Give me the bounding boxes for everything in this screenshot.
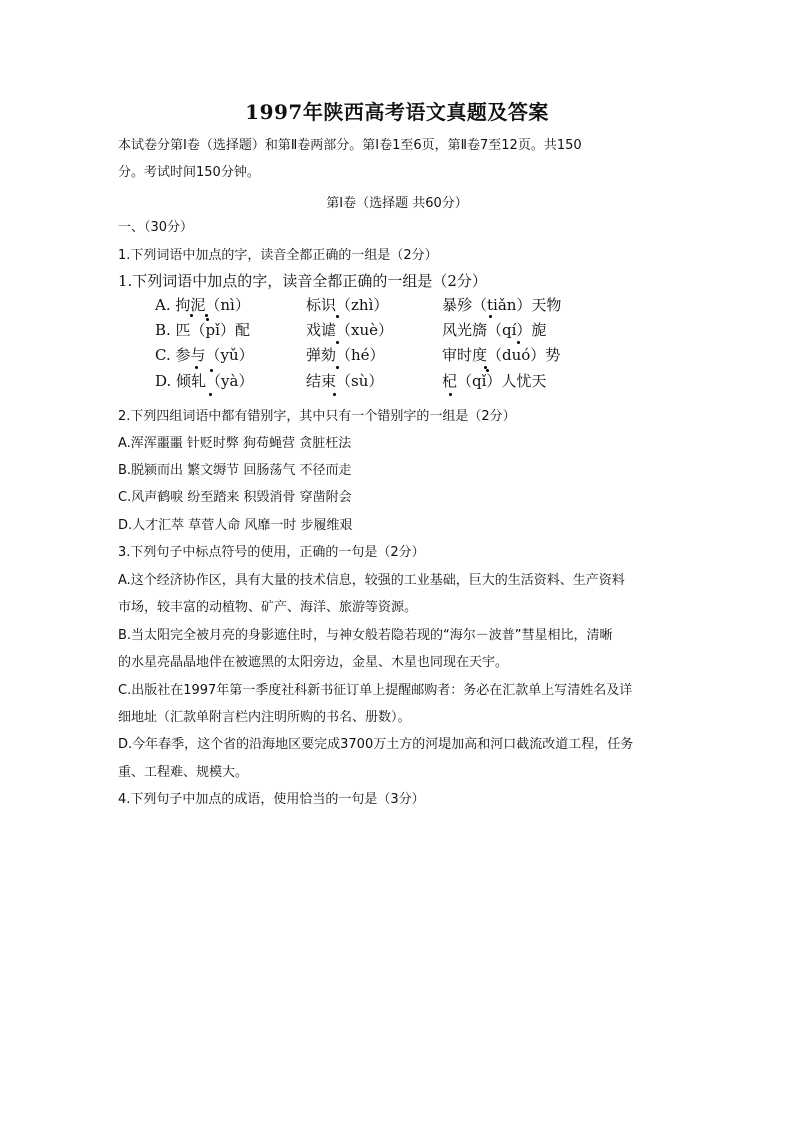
emphasis-dot xyxy=(486,369,489,372)
q1-option-c-2: 弹劾（hé） xyxy=(306,346,385,364)
intro-line-1: 本试卷分第Ⅰ卷（选择题）和第Ⅱ卷两部分。第Ⅰ卷1至6页，第Ⅱ卷7至12页。共150 xyxy=(118,138,582,153)
q2-option-a: A.浑浑噩噩 针贬时弊 狗苟蝇营 贪脏枉法 xyxy=(118,436,352,451)
q3-option-d-line-1: D.今年春季，这个省的沿海地区要完成3700万土方的河堤加高和河口截流改道工程，任务 xyxy=(118,737,634,752)
emphasis-dot xyxy=(336,341,339,344)
q2-stem: 2.下列四组词语中都有错别字，其中只有一个错别字的一组是（2分） xyxy=(118,409,516,424)
q3-option-c-line-1: C.出版社在1997年第一季度社科新书征订单上提醒邮购者：务必在汇款单上写清姓名及详 xyxy=(118,683,633,698)
q3-stem: 3.下列句子中标点符号的使用，正确的一句是（2分） xyxy=(118,545,425,560)
emphasis-dot xyxy=(489,315,492,318)
section-1-heading: 一、（30分） xyxy=(118,220,194,235)
q3-option-a-line-2: 市场，较丰富的动植物、矿产、海洋、旅游等资源。 xyxy=(118,600,418,615)
q1-option-d-3: 杞（qǐ）人忧天 xyxy=(442,372,547,390)
q3-option-a-line-1: A.这个经济协作区，具有大量的技术信息，较强的工业基础，巨大的生活资料、生产资料 xyxy=(118,573,625,588)
emphasis-dot xyxy=(206,318,209,321)
emphasis-dot xyxy=(209,393,212,396)
q3-option-b-line-1: B.当太阳完全被月亮的身影遮住时，与神女般若隐若现的“海尔－波普”彗星相比，清晰 xyxy=(118,628,613,643)
intro-line-2: 分。考试时间150分钟。 xyxy=(118,165,260,180)
q1-stem: 1.下列词语中加点的字，读音全都正确的一组是（2分） xyxy=(118,248,438,263)
q3-option-d-line-2: 重、工程难、规模大。 xyxy=(118,765,249,780)
q1-option-d-2: 结束（sù） xyxy=(306,372,384,390)
emphasis-dot xyxy=(205,314,208,317)
q1-stem-image: 1.下列词语中加点的字，读音全都正确的一组是（2分） xyxy=(118,272,487,290)
part1-title: 第Ⅰ卷（选择题 共60分） xyxy=(326,196,468,211)
q3-option-c-line-2: 细地址（汇款单附言栏内注明所购的书名、册数）。 xyxy=(118,710,411,725)
q1-option-d-1: D. 倾轧（yà） xyxy=(155,372,254,390)
q1-option-c-1: C. 参与（yǔ） xyxy=(155,346,254,364)
emphasis-dot xyxy=(336,366,339,369)
q1-option-a-1: A. 拘泥（nì） xyxy=(155,296,250,314)
q1-option-b-1: B. 匹（pǐ）配 xyxy=(155,321,250,339)
q1-option-b-2: 戏谑（xuè） xyxy=(306,321,393,339)
q4-stem: 4.下列句子中加点的成语，使用恰当的一句是（3分） xyxy=(118,792,425,807)
emphasis-dot xyxy=(336,315,339,318)
emphasis-dot xyxy=(190,314,193,317)
q1-option-c-3: 审时度（duó）势 xyxy=(442,346,561,364)
document-title: 1997年陕西高考语文真题及答案 xyxy=(245,100,549,124)
emphasis-dot xyxy=(195,366,198,369)
q2-option-c: C.风声鹤唳 纷至踏来 积毁消骨 穿凿附会 xyxy=(118,490,352,505)
emphasis-dot xyxy=(517,341,520,344)
q2-option-b: B.脱颍而出 繁文缛节 回肠荡气 不径而走 xyxy=(118,463,352,478)
emphasis-dot xyxy=(333,393,336,396)
q2-option-d: D.人才汇萃 草菅人命 风靡一时 步履维艰 xyxy=(118,518,353,533)
q1-option-a-3: 暴殄（tiǎn）天物 xyxy=(442,296,562,314)
emphasis-dot xyxy=(210,369,213,372)
q1-option-a-2: 标识（zhì） xyxy=(306,296,389,314)
emphasis-dot xyxy=(449,393,452,396)
q3-option-b-line-2: 的水星亮晶晶地伴在被遮黑的太阳旁边，金星、木星也同现在天宇。 xyxy=(118,655,509,670)
q1-option-b-3: 风光旖（qí）旎 xyxy=(442,321,547,339)
